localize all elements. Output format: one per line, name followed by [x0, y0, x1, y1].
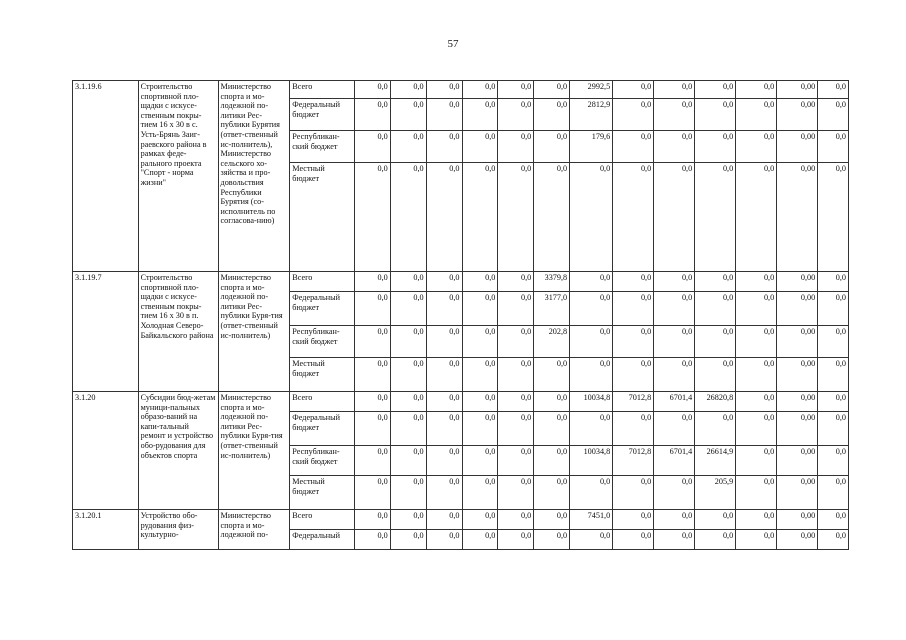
amount-cell: 0,0: [354, 131, 390, 163]
amount-cell: 0,0: [462, 163, 498, 272]
amount-cell: 0,0: [390, 163, 426, 272]
amount-cell: 0,0: [613, 163, 654, 272]
amount-cell: 0,0: [426, 81, 462, 99]
amount-cell: 0,0: [654, 530, 695, 550]
amount-cell: 0,0: [390, 412, 426, 446]
amount-cell: 0,00: [777, 326, 818, 358]
amount-cell: 0,0: [818, 163, 849, 272]
amount-cell: 0,0: [498, 358, 534, 392]
table-row: [73, 392, 849, 412]
amount-cell: 0,0: [462, 510, 498, 530]
amount-cell: 0,0: [462, 131, 498, 163]
amount-cell: 0,0: [613, 272, 654, 292]
funding-source: Всего: [290, 392, 355, 412]
amount-cell: 0,0: [613, 530, 654, 550]
amount-cell: 0,0: [818, 292, 849, 326]
amount-cell: 0,0: [613, 81, 654, 99]
amount-cell: 0,0: [462, 326, 498, 358]
item-code: 3.1.20: [73, 392, 139, 510]
amount-cell: 0,0: [654, 163, 695, 272]
amount-cell: 0,0: [498, 163, 534, 272]
amount-cell: 0,0: [426, 476, 462, 510]
funding-source: Республикан-ский бюджет: [290, 131, 355, 163]
amount-cell: 0,0: [736, 163, 777, 272]
amount-cell: 0,0: [462, 412, 498, 446]
amount-cell: 0,0: [354, 510, 390, 530]
amount-cell: 0,0: [534, 412, 570, 446]
amount-cell: 0,0: [462, 272, 498, 292]
responsible-executor: Министерство спорта и мо-лодежной по-литики Рес-публики Буря-тия (ответ-ственный ис-полнитель): [218, 272, 290, 392]
amount-cell: 0,0: [426, 326, 462, 358]
amount-cell: 0,0: [426, 358, 462, 392]
amount-cell: 0,0: [818, 358, 849, 392]
amount-cell: 0,0: [613, 292, 654, 326]
amount-cell: 0,0: [354, 530, 390, 550]
page-number: 57: [447, 38, 459, 50]
amount-cell: 0,0: [613, 326, 654, 358]
amount-cell: 6701,4: [654, 446, 695, 476]
amount-cell: 26820,8: [695, 392, 736, 412]
item-code: 3.1.19.7: [73, 272, 139, 392]
funding-source: Местный бюджет: [290, 358, 355, 392]
amount-cell: 0,0: [654, 81, 695, 99]
amount-cell: 0,0: [736, 272, 777, 292]
amount-cell: 0,0: [498, 412, 534, 446]
amount-cell: 0,0: [354, 446, 390, 476]
funding-source: Местный бюджет: [290, 476, 355, 510]
amount-cell: 0,0: [534, 530, 570, 550]
item-name: Строительство спортивной пло-щадки с искусе-ственным покры-тием 16 х 30 в с. Усть-Брянь Заиг-раевского района в рамках феде-рального проекта "Спорт - норма жизни": [138, 81, 218, 272]
amount-cell: 0,0: [354, 163, 390, 272]
amount-cell: 0,0: [534, 510, 570, 530]
amount-cell: 0,0: [818, 81, 849, 99]
amount-cell: 0,0: [654, 476, 695, 510]
amount-cell: 0,00: [777, 530, 818, 550]
amount-cell: 0,0: [654, 510, 695, 530]
amount-cell: 0,0: [498, 476, 534, 510]
amount-cell: 0,0: [736, 510, 777, 530]
amount-cell: 0,0: [462, 476, 498, 510]
amount-cell: 0,0: [736, 446, 777, 476]
amount-cell: 0,0: [695, 81, 736, 99]
item-name: Строительство спортивной пло-щадки с искусе-ственным покры-тием 16 х 30 в п. Холодная Северо-Байкальского района: [138, 272, 218, 392]
amount-cell: 0,0: [390, 446, 426, 476]
amount-cell: 179,6: [570, 131, 613, 163]
amount-cell: 0,0: [426, 446, 462, 476]
amount-cell: 0,0: [818, 476, 849, 510]
amount-cell: 0,0: [354, 292, 390, 326]
budget-table: [72, 80, 849, 550]
amount-cell: 0,0: [390, 99, 426, 131]
amount-cell: 0,0: [498, 510, 534, 530]
amount-cell: 0,0: [654, 326, 695, 358]
amount-cell: 0,0: [654, 292, 695, 326]
amount-cell: 0,0: [534, 81, 570, 99]
amount-cell: 0,0: [570, 476, 613, 510]
amount-cell: 0,0: [695, 272, 736, 292]
amount-cell: 0,00: [777, 476, 818, 510]
amount-cell: 0,0: [736, 392, 777, 412]
amount-cell: 0,0: [570, 530, 613, 550]
amount-cell: 0,0: [654, 358, 695, 392]
table-row: [73, 510, 849, 530]
amount-cell: 0,00: [777, 131, 818, 163]
amount-cell: 7451,0: [570, 510, 613, 530]
amount-cell: 0,0: [736, 530, 777, 550]
amount-cell: 0,0: [695, 326, 736, 358]
amount-cell: 0,0: [736, 412, 777, 446]
amount-cell: 0,0: [818, 530, 849, 550]
amount-cell: 0,0: [534, 131, 570, 163]
amount-cell: 0,0: [498, 446, 534, 476]
amount-cell: 0,0: [570, 292, 613, 326]
amount-cell: 0,0: [462, 392, 498, 412]
funding-source: Всего: [290, 272, 355, 292]
amount-cell: 0,0: [498, 326, 534, 358]
amount-cell: 2812,9: [570, 99, 613, 131]
amount-cell: 0,0: [736, 99, 777, 131]
amount-cell: 0,0: [354, 99, 390, 131]
amount-cell: 0,0: [534, 358, 570, 392]
amount-cell: 10034,8: [570, 392, 613, 412]
amount-cell: 202,8: [534, 326, 570, 358]
amount-cell: 0,0: [498, 292, 534, 326]
funding-source: Федеральный бюджет: [290, 99, 355, 131]
amount-cell: 0,0: [570, 272, 613, 292]
amount-cell: 26614,9: [695, 446, 736, 476]
amount-cell: 0,0: [736, 358, 777, 392]
amount-cell: 0,0: [426, 131, 462, 163]
amount-cell: 0,0: [613, 99, 654, 131]
amount-cell: 0,00: [777, 163, 818, 272]
amount-cell: 0,0: [390, 131, 426, 163]
amount-cell: 10034,8: [570, 446, 613, 476]
amount-cell: 0,0: [390, 358, 426, 392]
amount-cell: 0,0: [736, 476, 777, 510]
amount-cell: 0,0: [426, 272, 462, 292]
amount-cell: 0,0: [736, 131, 777, 163]
amount-cell: 0,0: [390, 476, 426, 510]
amount-cell: 0,0: [426, 510, 462, 530]
amount-cell: 0,0: [613, 476, 654, 510]
table-row: [73, 272, 849, 292]
amount-cell: 0,0: [818, 272, 849, 292]
amount-cell: 0,0: [695, 510, 736, 530]
item-code: 3.1.19.6: [73, 81, 139, 272]
amount-cell: 7012,8: [613, 446, 654, 476]
amount-cell: 0,0: [736, 81, 777, 99]
amount-cell: 0,0: [570, 326, 613, 358]
amount-cell: 0,0: [818, 326, 849, 358]
amount-cell: 0,0: [390, 392, 426, 412]
funding-source: Республикан-ский бюджет: [290, 326, 355, 358]
amount-cell: 0,0: [354, 358, 390, 392]
amount-cell: 0,00: [777, 358, 818, 392]
amount-cell: 0,0: [354, 272, 390, 292]
amount-cell: 0,00: [777, 510, 818, 530]
amount-cell: 0,0: [498, 99, 534, 131]
amount-cell: 0,0: [818, 510, 849, 530]
amount-cell: 0,0: [695, 292, 736, 326]
item-code: 3.1.20.1: [73, 510, 139, 550]
amount-cell: 6701,4: [654, 392, 695, 412]
responsible-executor: Министерство спорта и мо-лодежной по-литики Рес-публики Бурятия (ответ-ственный ис-полнитель), Министерство сельского хо-зяйства и про-довольствия Республики Бурятия (со-исполнитель по согласова-нию): [218, 81, 290, 272]
amount-cell: 0,00: [777, 446, 818, 476]
amount-cell: 0,0: [426, 292, 462, 326]
amount-cell: 0,0: [695, 412, 736, 446]
amount-cell: 0,0: [462, 292, 498, 326]
funding-source: Местный бюджет: [290, 163, 355, 272]
amount-cell: 0,0: [462, 81, 498, 99]
amount-cell: 0,0: [390, 272, 426, 292]
amount-cell: 0,00: [777, 99, 818, 131]
amount-cell: 0,0: [498, 131, 534, 163]
responsible-executor: Министерство спорта и мо-лодежной по-: [218, 510, 290, 550]
amount-cell: 0,0: [613, 131, 654, 163]
amount-cell: 0,0: [498, 272, 534, 292]
amount-cell: 0,0: [818, 446, 849, 476]
amount-cell: 0,00: [777, 292, 818, 326]
amount-cell: 0,0: [534, 392, 570, 412]
amount-cell: 0,0: [534, 99, 570, 131]
amount-cell: 0,0: [654, 272, 695, 292]
amount-cell: 0,0: [695, 131, 736, 163]
amount-cell: 0,0: [390, 81, 426, 99]
amount-cell: 0,0: [695, 99, 736, 131]
amount-cell: 7012,8: [613, 392, 654, 412]
amount-cell: 0,00: [777, 81, 818, 99]
amount-cell: 0,0: [613, 510, 654, 530]
amount-cell: 3379,8: [534, 272, 570, 292]
amount-cell: 0,0: [462, 446, 498, 476]
amount-cell: 0,0: [462, 530, 498, 550]
amount-cell: 0,0: [818, 99, 849, 131]
item-name: Устройство обо-рудования физ-культурно-: [138, 510, 218, 550]
amount-cell: 0,0: [570, 358, 613, 392]
amount-cell: 0,0: [736, 326, 777, 358]
amount-cell: 0,0: [498, 530, 534, 550]
amount-cell: 0,0: [354, 392, 390, 412]
amount-cell: 0,0: [534, 446, 570, 476]
amount-cell: 0,0: [534, 163, 570, 272]
amount-cell: 0,0: [390, 292, 426, 326]
amount-cell: 0,0: [654, 412, 695, 446]
amount-cell: 0,0: [695, 358, 736, 392]
funding-source: Всего: [290, 81, 355, 99]
amount-cell: 0,0: [570, 163, 613, 272]
amount-cell: 0,0: [613, 358, 654, 392]
funding-source: Республикан-ский бюджет: [290, 446, 355, 476]
amount-cell: 0,0: [818, 412, 849, 446]
amount-cell: 0,0: [695, 163, 736, 272]
amount-cell: 0,0: [390, 510, 426, 530]
amount-cell: 0,0: [654, 131, 695, 163]
amount-cell: 0,0: [426, 163, 462, 272]
funding-source: Федеральный бюджет: [290, 292, 355, 326]
funding-source: Федеральный бюджет: [290, 412, 355, 446]
amount-cell: 0,0: [613, 412, 654, 446]
amount-cell: 0,0: [426, 530, 462, 550]
amount-cell: 0,00: [777, 412, 818, 446]
amount-cell: 0,0: [534, 476, 570, 510]
amount-cell: 0,00: [777, 392, 818, 412]
funding-source: Федеральный: [290, 530, 355, 550]
amount-cell: 0,0: [462, 358, 498, 392]
amount-cell: 205,9: [695, 476, 736, 510]
amount-cell: 0,0: [498, 81, 534, 99]
amount-cell: 0,0: [354, 81, 390, 99]
amount-cell: 0,0: [354, 412, 390, 446]
amount-cell: 0,0: [736, 292, 777, 326]
table-body: [73, 81, 849, 550]
amount-cell: 3177,0: [534, 292, 570, 326]
funding-source: Всего: [290, 510, 355, 530]
amount-cell: 0,0: [390, 326, 426, 358]
amount-cell: 0,0: [426, 99, 462, 131]
responsible-executor: Министерство спорта и мо-лодежной по-литики Рес-публики Буря-тия (ответ-ственный ис-полнитель): [218, 392, 290, 510]
amount-cell: 0,0: [462, 99, 498, 131]
table-row: [73, 81, 849, 99]
item-name: Субсидии бюд-жетам муници-пальных образо-ваний на капи-тальный ремонт и устройство обо-рудования для объектов спорта: [138, 392, 218, 510]
amount-cell: 0,0: [354, 326, 390, 358]
amount-cell: 0,0: [570, 412, 613, 446]
amount-cell: 0,0: [695, 530, 736, 550]
amount-cell: 0,00: [777, 272, 818, 292]
amount-cell: 0,0: [818, 392, 849, 412]
amount-cell: 0,0: [654, 99, 695, 131]
amount-cell: 0,0: [426, 392, 462, 412]
amount-cell: 0,0: [498, 392, 534, 412]
amount-cell: 0,0: [426, 412, 462, 446]
amount-cell: 0,0: [390, 530, 426, 550]
amount-cell: 2992,5: [570, 81, 613, 99]
amount-cell: 0,0: [354, 476, 390, 510]
amount-cell: 0,0: [818, 131, 849, 163]
